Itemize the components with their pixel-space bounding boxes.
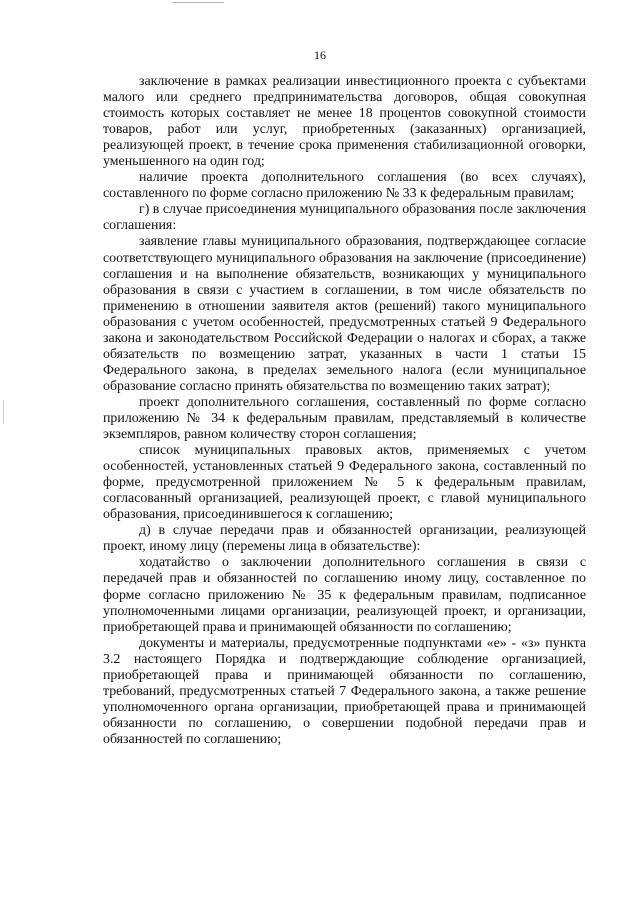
document-body	[103, 74, 586, 748]
paragraph-7: д) в случае передачи прав и обязанностей организации, реализующей проект, иному лицу (перемены лица в обязательстве):	[103, 523, 586, 555]
paragraph-2: наличие проекта дополнительного соглашения (во всех случаях), составленного по форме согласно приложению № 33 к федеральным правилам;	[103, 170, 586, 202]
scan-margin-mark	[3, 400, 4, 424]
paragraph-6: список муниципальных правовых актов, применяемых с учетом особенностей, установленных статьей 9 Федерального закона, составленный по форме, предусмотренной приложением № 5 к федеральным правилам, согласованный организацией, реализующей проект, с главой муниципального образования, присоединившегося к соглашению;	[103, 443, 586, 523]
paragraph-4: заявление главы муниципального образования, подтверждающее согласие соответствующего муниципального образования на заключение (присоединение) соглашения и на выполнение обязательств, возникающих у муниципального образования в связи с участием в соглашении, в том числе обязательств по применению в отношении заявителя актов (решений) такого муниципального образования с учетом особенностей, предусмотренных статьей 9 Федерального закона и законодательством Российской Федерации о налогах и сборах, а также обязательств по возмещению затрат, указанных в части 1 статьи 15 Федерального закона, в пределах земельного налога (если муниципальное образование согласно принять обязательства по возмещению таких затрат);	[103, 234, 586, 394]
paragraph-3: г) в случае присоединения муниципального образования после заключения соглашения:	[103, 202, 586, 234]
paragraph-8: ходатайство о заключении дополнительного соглашения в связи с передачей прав и обязанностей по соглашению иному лицу, составленное по форме согласно приложению № 35 к федеральным правилам, подписанное уполномоченными лицами организации, реализующей проект, и организации, приобретающей права и принимающей обязанности по соглашению;	[103, 555, 586, 635]
page-number: 16	[314, 48, 326, 62]
paragraph-5: проект дополнительного соглашения, составленный по форме согласно приложению № 34 к федеральным правилам, представляемый в количестве экземпляров, равном количеству сторон соглашения;	[103, 394, 586, 443]
paragraph-1: заключение в рамках реализации инвестиционного проекта с субъектами малого или среднего предпринимательства договоров, общая совокупная стоимость которых составляет не менее 18 процентов совокупной стоимости товаров, работ или услуг, приобретенных (заказанных) организацией, реализующей проект, в течение срока применения стабилизационной оговорки, уменьшенного на один год;	[103, 74, 586, 170]
paragraph-9: документы и материалы, предусмотренные подпунктами «е» - «з» пункта 3.2 настоящего Порядка и подтверждающие соблюдение организацией, приобретающей права и принимающей обязанности по соглашению, требований, предусмотренных статьей 7 Федерального закона, а также решение уполномоченного органа организации, приобретающей права и принимающей обязанности по соглашению, о совершении подобной передачи прав и обязанностей по соглашению;	[103, 635, 586, 747]
scan-edge-mark	[172, 2, 224, 3]
